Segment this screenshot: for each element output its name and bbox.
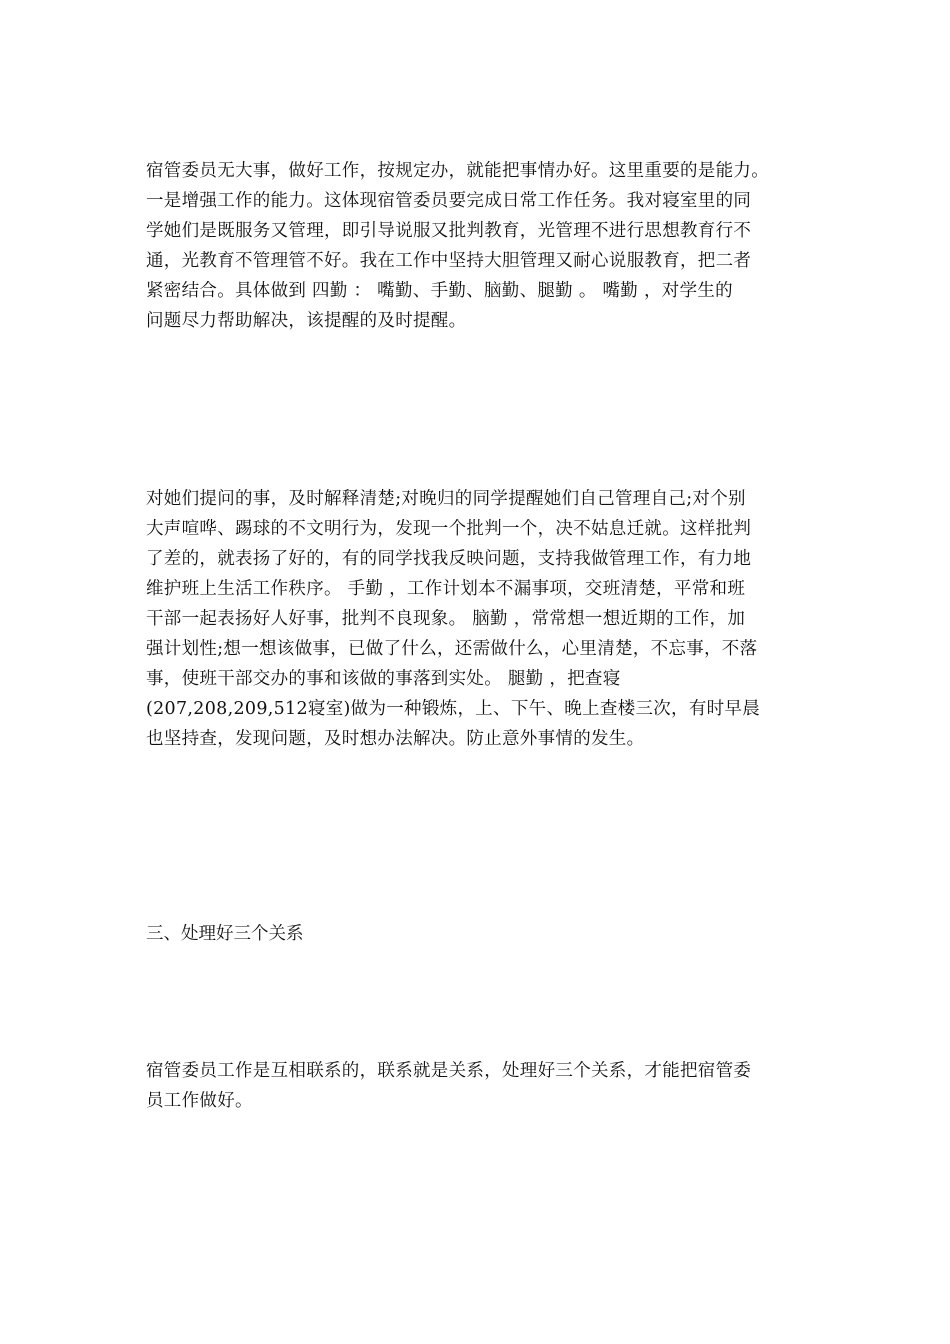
text-line: 学她们是既服务又管理，即引导说服又批判教育，光管理不进行思想教育行不 <box>146 221 752 241</box>
text-line: 维护班上生活工作秩序。 手勤 ，工作计划本不漏事项，交班清楚，平常和班 <box>146 579 746 599</box>
paragraph-three-relationships <box>146 1056 826 1116</box>
text-line: 了差的，就表扬了好的，有的同学找我反映问题，支持我做管理工作，有力地 <box>146 549 752 569</box>
text-line: 宿管委员工作是互相联系的，联系就是关系，处理好三个关系，才能把宿管委 <box>146 1061 752 1081</box>
text-line: 强计划性;想一想该做事，已做了什么，还需做什么，心里清楚，不忘事，不落 <box>146 639 758 659</box>
text-line: 事，使班干部交办的事和该做的事落到实处。 腿勤 ，把查寝 <box>146 669 621 689</box>
text-line: 问题尽力帮助解决，该提醒的及时提醒。 <box>146 311 467 331</box>
paragraph-four-diligences-detail <box>146 484 826 754</box>
text-line: 紧密结合。具体做到 四勤 ： 嘴勤、手勤、脑勤、腿勤 。 嘴勤 ，对学生的 <box>146 281 733 301</box>
text-line: 干部一起表扬好人好事，批判不良现象。 脑勤 ，常常想一想近期的工作，加 <box>146 609 746 629</box>
text-line: 大声喧哗、踢球的不文明行为，发现一个批判一个，决不姑息迁就。这样批判 <box>146 519 752 539</box>
text-line: 一是增强工作的能力。这体现宿管委员要完成日常工作任务。我对寝室里的同 <box>146 191 752 211</box>
text-line: 对她们提问的事，及时解释清楚;对晚归的同学提醒她们自己管理自己;对个别 <box>146 489 746 509</box>
paragraph-four-diligences-intro <box>146 156 826 336</box>
text-line: 通，光教育不管理管不好。我在工作中坚持大胆管理又耐心说服教育，把二者 <box>146 251 752 271</box>
text-line: (207,208,209,512寝室)做为一种锻炼，上、下午、晚上查楼三次，有时早晨 <box>146 699 761 719</box>
text-line: 员工作做好。 <box>146 1091 253 1111</box>
text-line: 也坚持查，发现问题，及时想办法解决。防止意外事情的发生。 <box>146 729 645 749</box>
section-heading: 三、处理好三个关系 <box>146 924 304 944</box>
text-line: 宿管委员无大事，做好工作，按规定办，就能把事情办好。这里重要的是能力。 <box>146 161 769 181</box>
